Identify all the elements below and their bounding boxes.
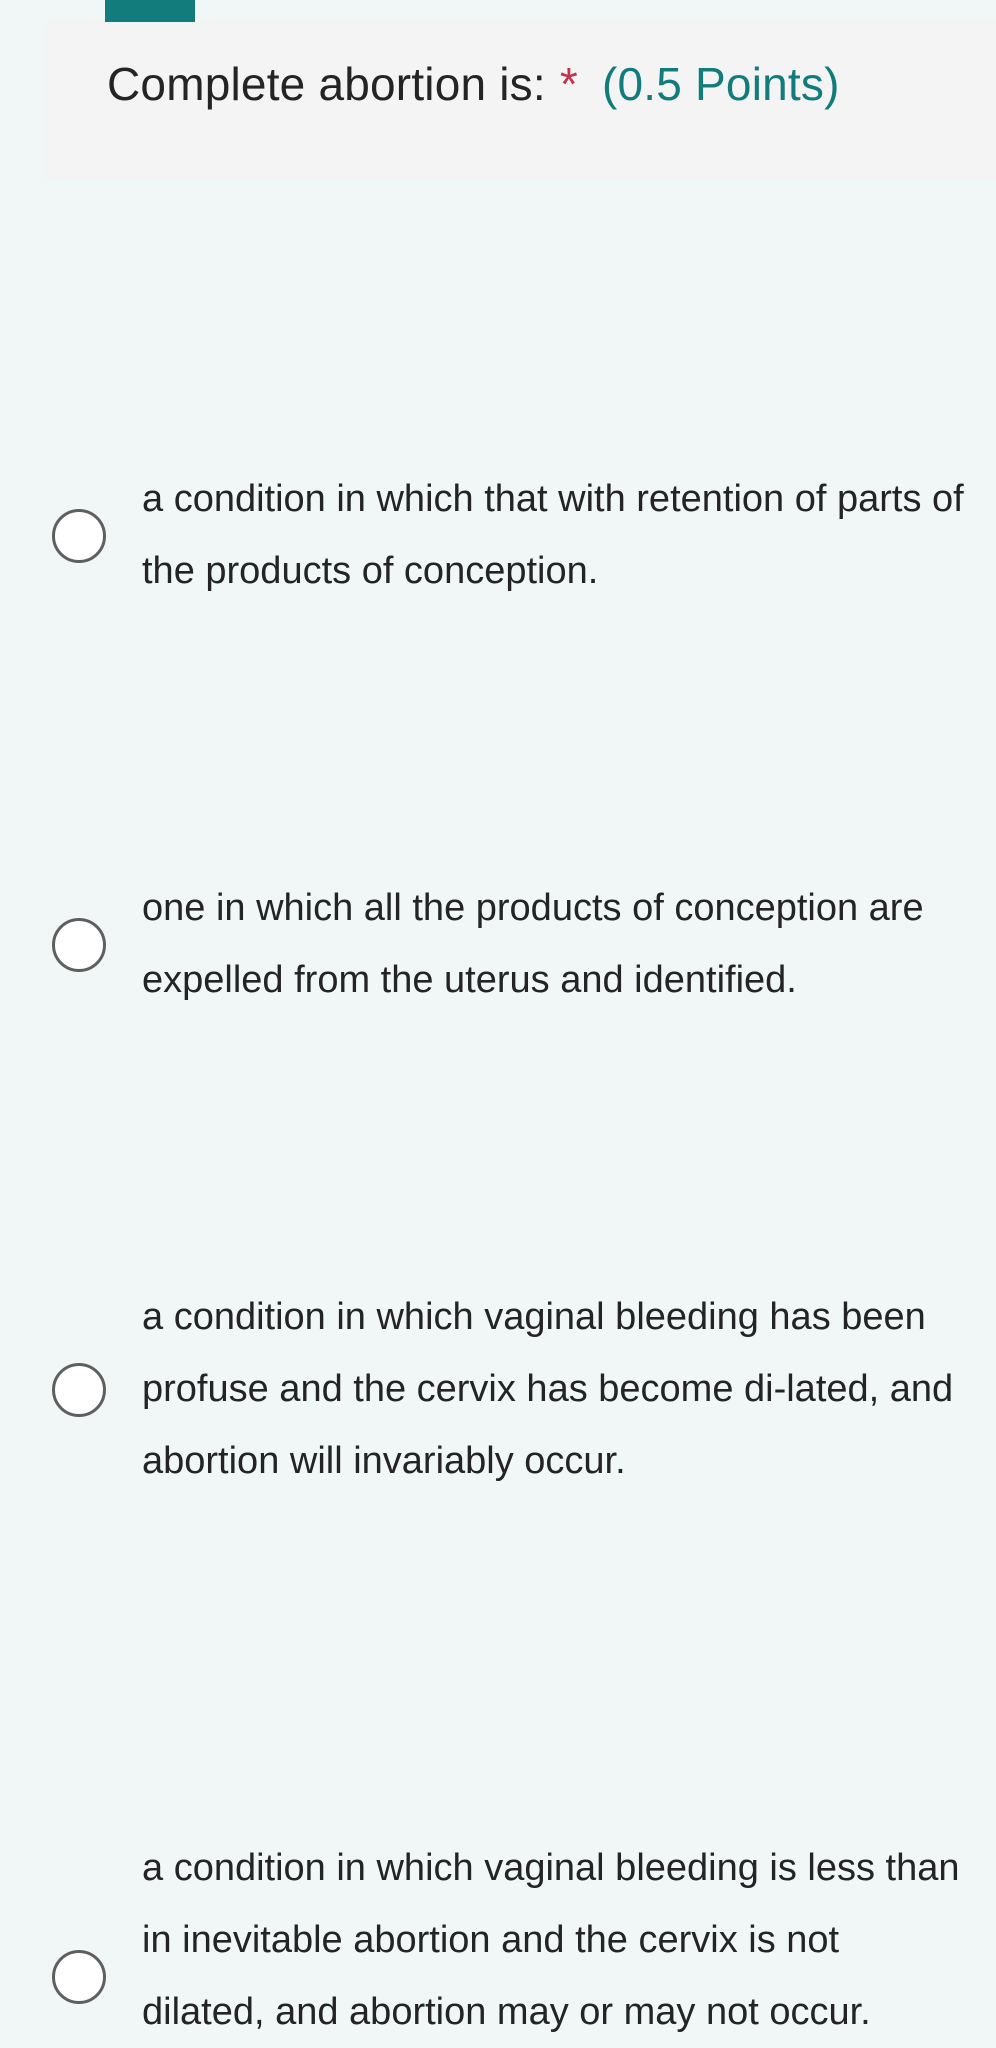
radio-button-4[interactable] (52, 1950, 106, 2004)
required-marker: * (559, 58, 578, 110)
question-accent-bar (105, 0, 195, 22)
option-label-3: a condition in which vaginal bleeding has been profuse and the cervix has become di-lated, and abortion will invariably occur. (142, 1296, 954, 1482)
question-title (107, 56, 840, 112)
points-label: (0.5 Points) (601, 58, 840, 110)
question-header (45, 22, 996, 180)
option-label-2: one in which all the products of conception are expelled from the uterus and identified. (142, 887, 924, 1001)
answer-option-2[interactable] (0, 435, 996, 1001)
question-title-text: Complete abortion is: (107, 58, 546, 110)
option-label-4: a condition in which vaginal bleeding is less than in inevitable abortion and the cervix is not dilated, and abortion may or may not occur. (142, 1847, 960, 2033)
radio-button-3[interactable] (52, 1363, 106, 1417)
option-label-1: a condition in which that with retention of parts of the products of conception. (142, 478, 964, 592)
answer-option-1[interactable] (0, 230, 996, 592)
